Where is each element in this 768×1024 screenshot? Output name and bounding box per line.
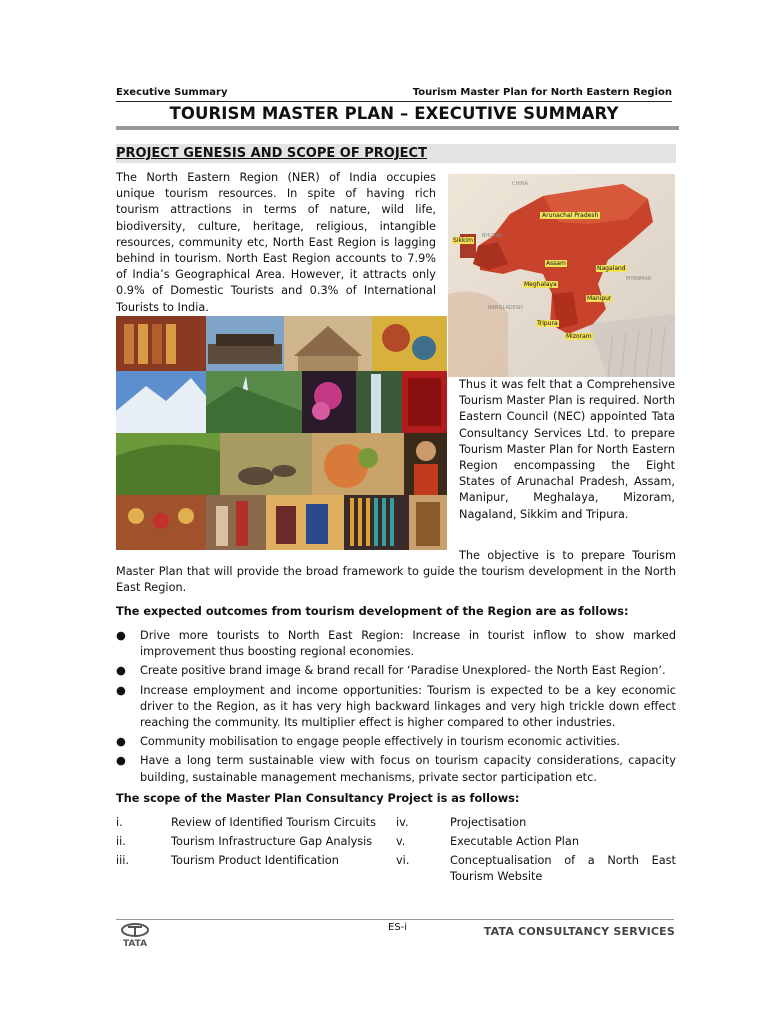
scope-item: Review of Identified Tourism Circuits [171,816,376,829]
list-item-text: Increase employment and income opportunities: Tourism is expected to be a key economic driver to the Region, as it has very high backward linkages and very high trickle down effect reaching the community. Its multiplier effect is higher compared to other industries. [140,683,676,730]
tata-logo [118,922,152,949]
list-item-text: Drive more tourists to North East Region: Increase in tourist inflow to show marked improvement thus boosting regional economies. [140,629,676,659]
map-label-arunachal: Arunachal Pradesh [542,212,599,219]
scope-list [116,815,676,884]
scope-row [116,853,676,884]
bullet-icon: ● [116,629,126,642]
bullet-icon: ● [116,683,126,697]
scope-item: Executable Action Plan [450,835,580,848]
bullet-icon: ● [116,664,126,678]
scope-number: v. [396,835,406,848]
scope-number: iii. [116,854,130,867]
list-item [116,663,676,679]
map-label-assam: Assam [546,260,566,267]
list-item-text: Community mobilisation to engage people effectively in tourism economic activities. [140,735,621,749]
footer-rule [116,919,674,920]
map-label-meghalaya: Meghalaya [524,281,557,288]
objective-paragraph [116,548,676,597]
scope-row [116,815,676,834]
scope-number: iv. [396,816,409,829]
page-number: ES-i [388,922,408,933]
map-label-nagaland: Nagaland [597,265,626,272]
tata-emblem-icon [120,923,150,937]
list-item-text: Create positive brand image & brand recall for ‘Paradise Unexplored- the North East Region’. [140,664,666,678]
scope-number: i. [116,816,123,829]
running-header-left: Executive Summary [116,87,228,98]
intro-paragraph: The North Eastern Region (NER) of India occupies unique tourism resources. In spite of having rich tourism attractions in terms of nature, wild life, biodiversity, culture, heritage, religious, intangible resources, community etc, North East Region is lagging behind in tourism. North East Region accounts to 7.9% of India’s Geographical Area. However, it attracts only 0.9% of Domestic Tourists and 0.3% of International Tourists to India. [116,171,436,314]
outcomes-list [116,628,676,789]
scope-item: Tourism Infrastructure Gap Analysis [171,835,373,848]
list-item-text: Have a long term sustainable view with focus on tourism capacity considerations, capacity building, sustainable management mechanisms, private sector participation etc. [140,754,676,784]
list-item [116,628,676,660]
outcomes-heading: The expected outcomes from tourism development of the Region are as follows: [116,605,629,618]
map-label-tripura: Tripura [537,320,558,327]
title-underbar [116,126,679,130]
north-east-map-image [448,174,675,377]
scope-item: Tourism Product Identification [171,854,339,867]
map-faint-myanmar: MYANMAR [626,276,652,282]
section-heading: PROJECT GENESIS AND SCOPE OF PROJECT [116,146,427,161]
tcs-appointment-paragraph: Thus it was felt that a Comprehensive Tourism Master Plan is required. North Eastern Council (NEC) appointed Tata Consultancy Services Ltd. to prepare Tourism Master Plan for North Eastern Region encompassing the Eight States of Arunachal Pradesh, Assam, Manipur, Meghalaya, Mizoram, Nagaland, Sikkim and Tripura. [459,378,675,521]
scope-heading: The scope of the Master Plan Consultancy Project is as follows: [116,792,520,805]
map-faint-bangladesh: BANGLADESH [488,305,523,311]
list-item [116,753,676,785]
bullet-icon: ● [116,735,126,749]
list-item [116,734,676,750]
map-label-mizoram: Mizoram [566,333,592,340]
scope-number: ii. [116,835,126,848]
scope-number: vi. [396,854,410,867]
scope-item: Conceptualisation of a North East Tourism Website [450,854,676,884]
collage-graphic [116,316,447,550]
map-faint-bhutan: BHUTAN [482,233,503,239]
scope-row [116,834,676,853]
objective-text: The objective is to prepare Tourism Master Plan that will provide the broad framework to guide the tourism development in the North East Region. [116,549,676,595]
map-label-sikkim: Sikkim [453,237,473,244]
bullet-icon: ● [116,754,126,768]
company-name: TATA CONSULTANCY SERVICES [483,925,675,938]
map-label-manipur: Manipur [587,295,612,302]
tata-logo-text: TATA [122,939,148,949]
map-faint-china: CHINA [512,181,528,187]
tourism-photo-collage [116,316,447,550]
list-item [116,683,676,732]
page-title: TOURISM MASTER PLAN – EXECUTIVE SUMMARY [169,104,619,123]
scope-item: Projectisation [450,816,527,829]
header-rule [116,101,672,102]
running-header-right: Tourism Master Plan for North Eastern Region [412,87,672,98]
